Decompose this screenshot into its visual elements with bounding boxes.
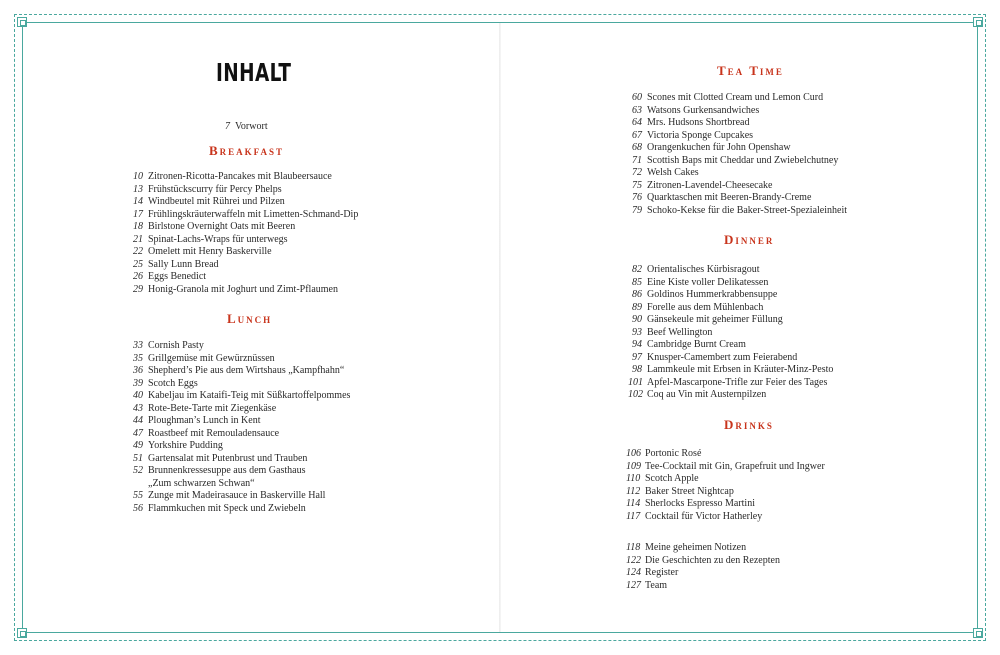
toc-entry — [628, 377, 827, 390]
toc-entry — [628, 92, 823, 105]
page-number: 33 — [133, 340, 143, 351]
page-number: 21 — [133, 233, 143, 245]
entry-label: Cornish Pasty — [148, 340, 204, 351]
toc-entry — [626, 486, 734, 499]
entry-label: Grillgemüse mit Gewürznüssen — [148, 352, 275, 364]
toc-entry — [130, 221, 295, 234]
entry-label: Cambridge Burnt Cream — [647, 339, 746, 350]
page-number: 55 — [133, 490, 143, 501]
toc-entry — [628, 205, 847, 218]
toc-entry — [628, 352, 797, 365]
section-heading-drinks: Drinks — [724, 417, 774, 432]
page-number: 124 — [626, 567, 641, 578]
page-number: 72 — [632, 167, 642, 178]
page-number: 26 — [133, 271, 143, 282]
page-number: 68 — [632, 142, 642, 153]
toc-entry — [626, 555, 780, 568]
entry-label: Windbeutel mit Rührei und Pilzen — [148, 196, 285, 207]
page-number: 71 — [632, 154, 642, 166]
entry-label: Scotch Eggs — [148, 377, 198, 389]
page-number: 51 — [133, 452, 143, 464]
page-number: 102 — [628, 389, 643, 400]
entry-label: Sally Lunn Bread — [148, 258, 219, 270]
section-heading-dinner: Dinner — [724, 232, 775, 247]
toc-entry — [626, 461, 825, 474]
entry-label: Sherlocks Espresso Martini — [645, 498, 755, 509]
page-number: 17 — [133, 208, 143, 220]
page-number: 93 — [632, 326, 642, 338]
toc-entry — [626, 448, 701, 461]
entry-label: Mrs. Hudsons Shortbread — [647, 117, 750, 128]
entry-label: Schoko-Kekse für die Baker-Street-Spezialeinheit — [647, 204, 848, 216]
toc-entry — [628, 364, 833, 377]
entry-label: Scottish Baps mit Cheddar und Zwiebelchutney — [647, 154, 839, 166]
entry-label: Team — [645, 579, 668, 591]
entry-label: Spinat-Lachs-Wraps für unterwegs — [148, 233, 288, 245]
page-number: 89 — [632, 301, 642, 313]
toc-entry — [628, 327, 712, 340]
page-number: 90 — [632, 314, 642, 325]
entry-label: Zitronen-Lavendel-Cheesecake — [647, 179, 773, 191]
page-number: 56 — [133, 502, 143, 514]
entry-label: Baker Street Nightcap — [645, 485, 734, 497]
page-number: 98 — [632, 364, 642, 375]
toc-entry — [628, 339, 746, 352]
toc-entry — [130, 271, 206, 284]
page-number: 75 — [632, 179, 642, 191]
page-number: 36 — [133, 365, 143, 376]
entry-label: Scones mit Clotted Cream und Lemon Curd — [647, 92, 824, 103]
page-number: 43 — [133, 402, 143, 414]
page-number: 114 — [626, 498, 641, 509]
entry-label: Zunge mit Madeirasauce in Baskerville Hall — [148, 490, 326, 501]
entry-label: Welsh Cakes — [647, 167, 699, 178]
toc-entry — [628, 142, 791, 155]
toc-entry — [628, 264, 759, 277]
toc-entry — [130, 390, 350, 403]
page-number: 13 — [133, 183, 143, 195]
page-number: 47 — [133, 427, 143, 439]
entry-label: „Zum schwarzen Schwan“ — [148, 477, 255, 489]
entry-label: Kabeljau im Kataifi-Teig mit Süßkartoffelpommes — [148, 390, 351, 401]
entry-label: Victoria Sponge Cupcakes — [647, 129, 754, 141]
entry-label: Yorkshire Pudding — [148, 440, 223, 451]
entry-label: Portonic Rosé — [645, 448, 702, 459]
toc-entry — [628, 117, 750, 130]
page-number: 63 — [632, 104, 642, 116]
page-number: 25 — [133, 258, 143, 270]
entry-label: Coq au Vin mit Austernpilzen — [647, 389, 767, 400]
page-number: 94 — [632, 339, 642, 350]
entry-label: Frühlingskräuterwaffeln mit Limetten-Schmand-Dip — [148, 208, 359, 220]
corner-ornament-icon — [973, 17, 983, 27]
page-number: 10 — [133, 171, 143, 182]
entry-label: Birlstone Overnight Oats mit Beeren — [148, 221, 296, 232]
entry-label: Knusper-Camembert zum Feierabend — [647, 351, 798, 363]
toc-entry — [628, 180, 773, 193]
entry-label: Beef Wellington — [647, 326, 713, 338]
entry-label: Gänsekeule mit geheimer Füllung — [647, 314, 783, 325]
page-number: 79 — [632, 204, 642, 216]
page-number: 18 — [133, 221, 143, 232]
toc-entry — [130, 196, 285, 209]
page-number: 122 — [626, 554, 641, 566]
page-title: INHALT — [216, 58, 292, 87]
toc-entry — [628, 314, 783, 327]
entry-label: Tee-Cocktail mit Gin, Grapefruit und Ingwer — [645, 460, 825, 472]
page-number: 39 — [133, 377, 143, 389]
page-number: 85 — [632, 276, 642, 288]
toc-entry — [628, 302, 763, 315]
toc-entry — [130, 415, 261, 428]
toc-entry — [130, 340, 204, 353]
entry-label: Eggs Benedict — [148, 271, 207, 282]
section-heading-lunch: Lunch — [227, 311, 273, 326]
toc-entry — [130, 503, 306, 516]
toc-entry — [626, 498, 755, 511]
toc-entry — [130, 234, 288, 247]
page-number: 60 — [632, 92, 642, 103]
toc-entry-vorwort — [217, 121, 268, 134]
page-number: 29 — [133, 283, 143, 295]
corner-ornament-icon — [17, 628, 27, 638]
entry-label: Frühstückscurry für Percy Phelps — [148, 183, 282, 195]
toc-entry — [130, 259, 219, 272]
page-number: 49 — [133, 440, 143, 451]
toc-entry — [130, 440, 223, 453]
toc-entry — [626, 473, 699, 486]
entry-label: Honig-Granola mit Joghurt und Zimt-Pflaumen — [148, 283, 338, 295]
page-number: 101 — [628, 376, 643, 388]
entry-label: Ploughman’s Lunch in Kent — [148, 415, 261, 426]
corner-ornament-icon — [17, 17, 27, 27]
page-number: 76 — [632, 192, 642, 203]
entry-label: Vorwort — [235, 121, 268, 132]
page-number: 117 — [626, 510, 641, 522]
entry-label: Goldinos Hummerkrabbensuppe — [647, 289, 778, 300]
toc-entry — [130, 246, 272, 259]
toc-entry — [628, 155, 838, 168]
toc-entry — [130, 453, 307, 466]
toc-entry — [628, 192, 811, 205]
toc-entry — [626, 567, 678, 580]
toc-entry — [130, 365, 344, 378]
page-number: 109 — [626, 460, 641, 472]
entry-label: Register — [645, 567, 679, 578]
entry-label: Rote-Bete-Tarte mit Ziegenkäse — [148, 402, 277, 414]
page-number: 127 — [626, 579, 641, 591]
entry-label: Cocktail für Victor Hatherley — [645, 510, 763, 522]
page-number: 40 — [133, 390, 143, 401]
entry-label: Eine Kiste voller Delikatessen — [647, 276, 769, 288]
page-number: 82 — [632, 264, 642, 275]
page-number: 118 — [626, 542, 641, 553]
page-number: 22 — [133, 246, 143, 257]
toc-entry — [628, 289, 777, 302]
toc-entry — [628, 130, 753, 143]
toc-entry — [626, 542, 746, 555]
entry-label: Quarktaschen mit Beeren-Brandy-Creme — [647, 192, 812, 203]
entry-label: Die Geschichten zu den Rezepten — [645, 554, 780, 566]
entry-label: Flammkuchen mit Speck und Zwiebeln — [148, 502, 306, 514]
toc-entry — [628, 105, 759, 118]
entry-label: Watsons Gurkensandwiches — [647, 104, 760, 116]
toc-entry — [628, 389, 766, 402]
entry-label: Gartensalat mit Putenbrust und Trauben — [148, 452, 308, 464]
entry-label: Orientalisches Kürbisragout — [647, 264, 760, 275]
entry-label: Meine geheimen Notizen — [645, 542, 747, 553]
entry-label: Scotch Apple — [645, 473, 699, 484]
section-heading-tea-time: Tea Time — [717, 63, 784, 78]
entry-label: Apfel-Mascarpone-Trifle zur Feier des Tages — [647, 376, 828, 388]
toc-entry — [628, 167, 699, 180]
toc-entry — [130, 209, 358, 222]
toc-entry — [130, 378, 198, 391]
toc-entry — [130, 428, 279, 441]
page-number: 44 — [133, 415, 143, 426]
page-number: 110 — [626, 473, 641, 484]
page-number: 14 — [133, 196, 143, 207]
toc-entry — [626, 511, 762, 524]
toc-entry — [130, 490, 325, 503]
page-number: 106 — [626, 448, 641, 459]
entry-label: Shepherd’s Pie aus dem Wirtshaus „Kampfhahn“ — [148, 365, 345, 376]
entry-label: Zitronen-Ricotta-Pancakes mit Blaubeersauce — [148, 171, 332, 182]
toc-entry — [130, 465, 305, 478]
toc-entry — [130, 353, 275, 366]
book-spine — [499, 23, 501, 632]
page-number: 7 — [225, 121, 230, 132]
page-number: 86 — [632, 289, 642, 300]
toc-entry — [628, 277, 768, 290]
toc-entry — [130, 478, 255, 491]
page-number: 64 — [632, 117, 642, 128]
page-number: 35 — [133, 352, 143, 364]
entry-label: Orangenkuchen für John Openshaw — [647, 142, 791, 153]
entry-label: Brunnenkressesuppe aus dem Gasthaus — [148, 465, 306, 476]
toc-entry — [130, 184, 282, 197]
entry-label: Lammkeule mit Erbsen in Kräuter-Minz-Pesto — [647, 364, 834, 375]
entry-label: Roastbeef mit Remouladensauce — [148, 427, 280, 439]
entry-label: Omelett mit Henry Baskerville — [148, 246, 272, 257]
toc-entry — [130, 171, 332, 184]
toc-entry — [626, 580, 667, 593]
page-number: 52 — [133, 465, 143, 476]
page-number: 67 — [632, 129, 642, 141]
toc-entry — [130, 403, 276, 416]
page-number: 97 — [632, 351, 642, 363]
entry-label: Forelle aus dem Mühlenbach — [647, 301, 764, 313]
page-number: 112 — [626, 485, 641, 497]
toc-entry — [130, 284, 338, 297]
section-heading-breakfast: Breakfast — [209, 143, 285, 158]
corner-ornament-icon — [973, 628, 983, 638]
